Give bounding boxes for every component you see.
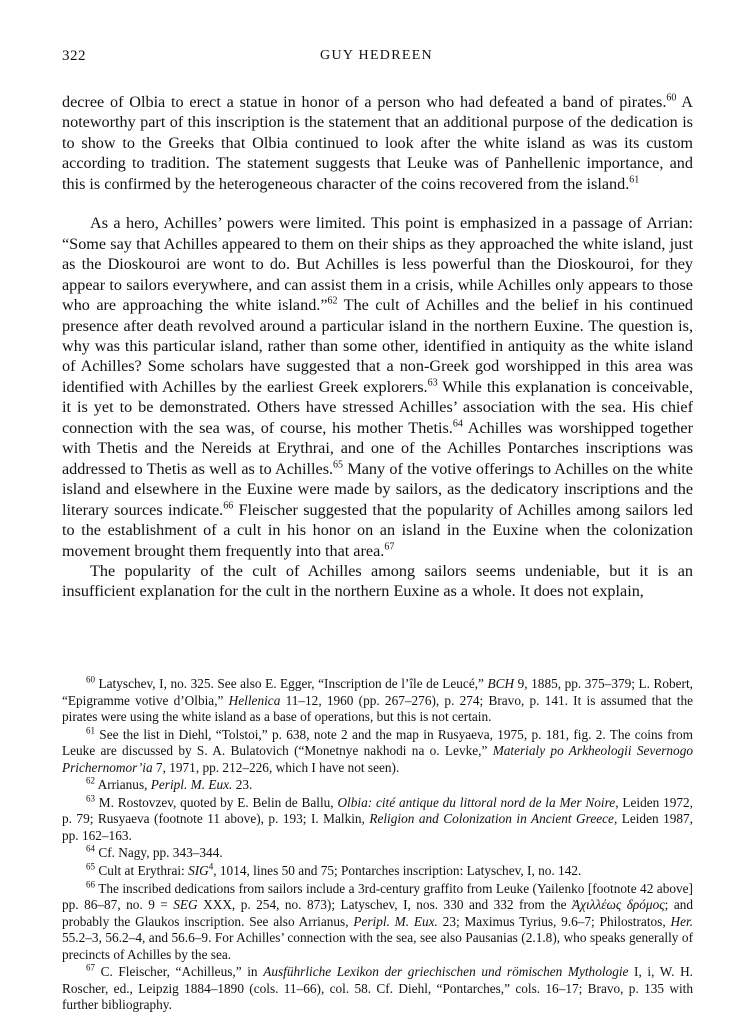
text-run: While this explanation is conceivable, it is yet to be demonstrated. Others have stressed Achilles’ association with the sea. His chief connection with the sea was, of course, his mother Thetis. <box>62 377 693 437</box>
footnote <box>62 881 693 964</box>
footnote <box>62 676 693 726</box>
italic-title: Peripl. M. Eux. <box>353 913 438 929</box>
text-run: M. Rostovzev, quoted by E. Belin de Ballu, <box>95 794 338 810</box>
footnote-number: 61 <box>86 725 95 736</box>
text-run: 11–12, 1960 (pp. 267–276), p. 274; Bravo, p. 141. It is assumed that the pirates were using the white island as a base of operations, but this is not certain. <box>62 692 693 725</box>
footnote-number: 63 <box>86 793 95 804</box>
footnote-number: 62 <box>86 775 95 786</box>
text-run: Achilles was worshipped together with Thetis and the Nereids at Erythrai, and one of the Achilles Pontarches inscriptions was addressed to Thetis as well as to Achilles. <box>62 418 694 478</box>
paragraph: The popularity of the cult of Achilles among sailors seems undeniable, but it is an insufficient explanation for the cult in the northern Euxine as a whole. It does not explain, <box>62 561 693 601</box>
footnote-ref: 67 <box>384 541 395 553</box>
footnote-number: 60 <box>86 674 95 685</box>
text-run: Cf. Nagy, pp. 343–344. <box>95 845 223 861</box>
text-run: 7, 1971, pp. 212–226, which I have not seen). <box>152 759 400 775</box>
footnote-number: 65 <box>86 861 95 872</box>
footnote-ref: 60 <box>666 92 677 104</box>
paragraph <box>62 92 693 194</box>
italic-title: BCH <box>487 676 515 691</box>
footnote-ref: 64 <box>452 418 463 430</box>
italic-title: SEG <box>173 897 198 913</box>
main-text <box>62 92 693 602</box>
text-run: Arrianus, <box>95 777 151 793</box>
text-run: 55.2–3, 56.2–4, and 56.6–9. For Achilles’ connection with the sea, see also Pausanias (2.1.8), who speaks generally of precincts of Achilles by the sea. <box>62 930 693 962</box>
footnote <box>62 795 693 845</box>
page-header <box>62 48 691 70</box>
text-run: As a hero, Achilles’ powers were limited. This point is emphasized in a passage of Arrian: “Some say that Achilles appeared to them on their ships as they approached the white island, just as the Dioskouroi are wont to do. But Achilles is less powerful than the Dioskouroi, for they appear to sailors everywhere, and can assist them in a crisis, while Achilles only appears to those who are approaching the white island.” <box>62 214 693 315</box>
text-run: Cult at Erythrai: <box>95 863 189 879</box>
footnote <box>62 845 693 862</box>
text-run: 9, 1885, pp. 375–379; L. Robert, “Epigramme votive d’Olbia,” <box>62 676 693 708</box>
text-run: , 1014, lines 50 and 75; Pontarches inscription: Latyschev, I, no. 142. <box>213 863 582 879</box>
superscript: 4 <box>208 861 214 872</box>
text-run: C. Fleischer, “Achilleus,” in <box>95 964 264 980</box>
footnote-ref: 63 <box>427 377 438 389</box>
paragraph <box>62 213 693 561</box>
text-run: Fleischer suggested that the popularity of Achilles among sailors led to the establishment of a cult in his honor on an island in the Euxine when the colonization movement brought them frequently into that area. <box>62 500 693 560</box>
text-run: , Leiden 1987, pp. 162–163. <box>62 811 694 843</box>
text-run: Latyschev, I, no. 325. See also E. Egger, “Inscription de l’île de Leucé,” <box>95 676 488 691</box>
text-run: 23. <box>232 777 253 793</box>
greek-phrase: Ἀχιλλέως δρόμος <box>572 897 665 913</box>
italic-title: Materialy po Arkheologii Severnogo Prichernomor’ia <box>62 743 693 775</box>
footnote-ref: 62 <box>327 295 338 307</box>
text-run: , Leiden 1972, p. 79; Rusyaeva (footnote 11 above), p. 193; I. Malkin, <box>62 794 693 827</box>
footnote-number: 64 <box>86 844 95 855</box>
italic-title: Ausführliche Lexikon der griechischen und römischen Mythologie <box>263 964 629 980</box>
footnotes <box>62 676 693 1015</box>
text-run: The inscribed dedications from sailors include a 3rd-century graffito from Leuke (Yailenko [footnote 42 above] pp. 86–87, no. 9 = <box>62 880 693 913</box>
footnote <box>62 863 693 880</box>
footnote <box>62 964 693 1014</box>
text-run: A noteworthy part of this inscription is the statement that an additional purpose of the dedication is to show to the Greeks that Olbia continued to look after the white island as was its custom according to tradition. The statement suggests that Leuke was of Panhellenic importance, and this is confirmed by the heterogeneous character of the coins recovered from the island. <box>62 93 693 193</box>
text-run: decree of Olbia to erect a statue in honor of a person who had defeated a band of pirates. <box>62 93 667 111</box>
text-run: ; and probably the Glaukos inscription. See also Arrianus, <box>62 897 694 929</box>
text-run: Many of the votive offerings to Achilles on the white island and elsewhere in the Euxine were made by sailors, as the dedicatory inscriptions and the literary sources indicate. <box>62 459 693 519</box>
footnote-ref: 65 <box>333 459 344 471</box>
text-run: The cult of Achilles and the belief in his continued presence after death revolved around a particular island in the northern Euxine. The question is, why was this particular island, rather than some other, identified in antiquity as the white island of Achilles? Some scholars have suggested that a non-Greek god worshipped in this area was identified with Achilles by the earliest Greek explorers. <box>62 296 694 396</box>
footnote-number: 67 <box>86 962 95 973</box>
footnote <box>62 727 693 777</box>
italic-title: Olbia: cité antique du littoral nord de la Mer Noire <box>337 794 616 810</box>
footnote-ref: 66 <box>223 500 234 512</box>
text-run: I, i, W. H. Roscher, ed., Leipzig 1884–1890 (cols. 11–66), col. 58. Cf. Diehl, “Pontarches,” cols. 16–17; Bravo, p. 135 with further bibliography. <box>62 964 693 1013</box>
italic-title: SIG <box>188 863 209 879</box>
footnote-number: 66 <box>86 879 95 890</box>
italic-title: Hellenica <box>228 692 281 708</box>
running-head: GUY HEDREEN <box>320 48 433 63</box>
italic-title: Religion and Colonization in Ancient Greece <box>369 811 614 827</box>
text-run: XXX, p. 254, no. 873); Latyschev, I, nos. 330 and 332 from the <box>197 897 573 913</box>
footnote-ref: 61 <box>629 174 640 186</box>
text-run: See the list in Diehl, “Tolstoi,” p. 638, note 2 and the map in Rusyaeva, 1975, p. 181, fig. 2. The coins from Leuke are discussed by S. A. Bulatovich (“Monetnye nakhodi na o. Levke,” <box>62 726 693 759</box>
page-number: 322 <box>62 48 86 64</box>
italic-title: Peripl. M. Eux. <box>150 777 233 793</box>
footnote <box>62 777 693 794</box>
text-run: 23; Maximus Tyrius, 9.6–7; Philostratos, <box>437 913 671 929</box>
italic-title: Her. <box>670 913 693 929</box>
